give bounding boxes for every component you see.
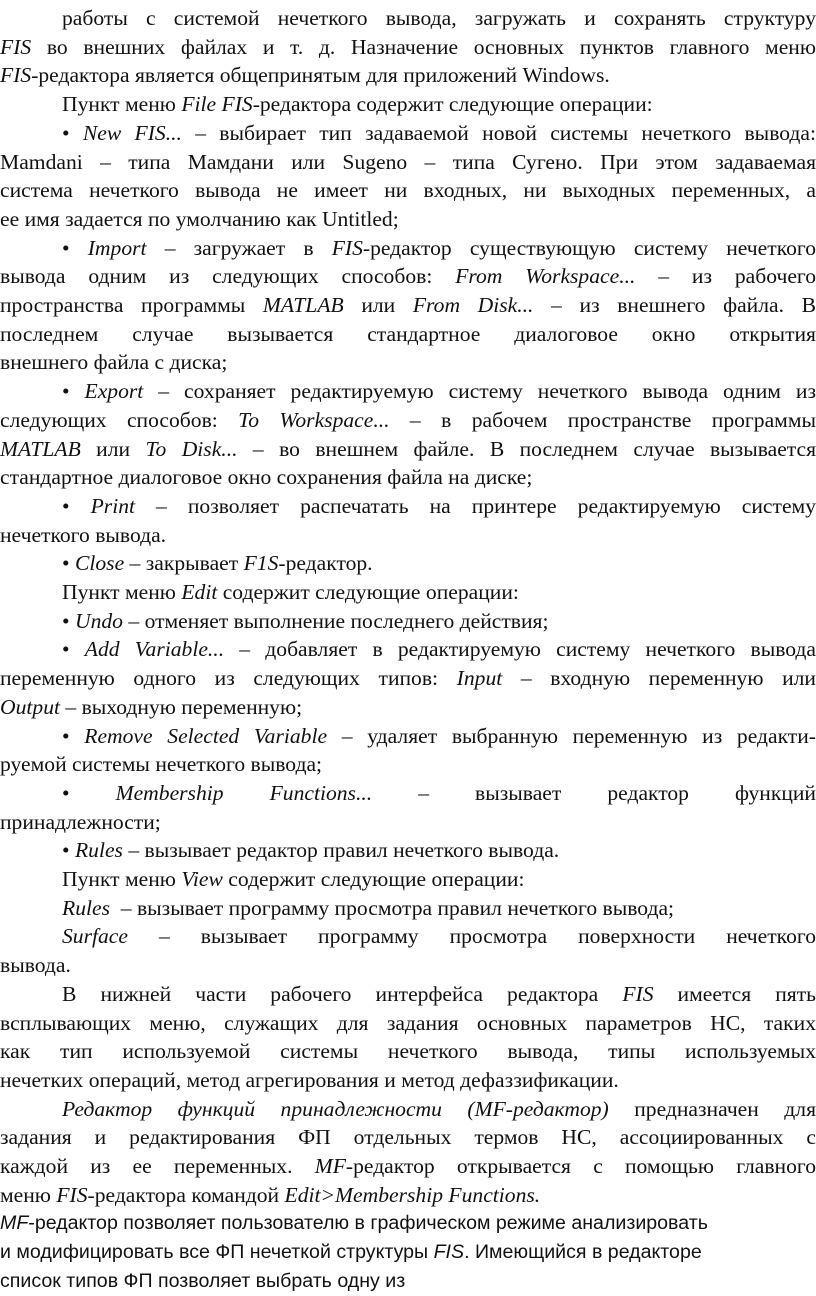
italic-term: File FIS [181, 92, 252, 116]
italic-term: From Workspace... [455, 264, 635, 288]
italic-term: Input [457, 666, 503, 690]
text-run: список типов ФП позволяет выбрать одну из [0, 1270, 405, 1292]
italic-term: Output [0, 695, 60, 719]
text-run: • [62, 551, 75, 575]
text-run: – отменяет выполнение последнего действия; [123, 609, 549, 633]
italic-term: Close [75, 551, 124, 575]
text-run: – выбирает тип задаваемой новой системы нечеткого вывода: [182, 121, 816, 145]
text-line [0, 1152, 816, 1181]
text-run: во внешних файлах и т. д. Назначение основных пунктов главного меню [31, 35, 816, 59]
text-run: пространства программы [0, 293, 263, 317]
text-run: содержит следующие операции: [217, 580, 519, 604]
text-line [0, 836, 816, 865]
text-run: Пункт меню [62, 92, 181, 116]
text-run: система нечеткого вывода не имеет ни входных, ни выходных переменных, а [0, 178, 816, 202]
text-run: следующих способов: [0, 408, 238, 432]
text-run: нечеткого вывода. [0, 523, 166, 547]
text-line [0, 980, 816, 1009]
italic-term: FIS [434, 1241, 464, 1263]
text-line [0, 865, 816, 894]
text-line [0, 262, 816, 291]
text-run: -редактора командой [88, 1183, 285, 1207]
text-line [0, 463, 816, 492]
italic-term: Undo [75, 609, 123, 633]
italic-term: Редактор функций принадлежности (MF-редактор) [62, 1097, 609, 1121]
text-line [0, 722, 816, 751]
text-line [0, 635, 816, 664]
italic-term: FIS [0, 35, 31, 59]
text-line [0, 1009, 816, 1038]
text-line [0, 348, 816, 377]
text-line [0, 435, 816, 464]
text-run: – закрывает [124, 551, 243, 575]
text-run: каждой из ее переменных. [0, 1154, 315, 1178]
text-line [0, 119, 816, 148]
text-run: – добавляет в редактируемую систему нечеткого вывода [224, 637, 816, 661]
text-run: Mamdani – типа Мамдани или Sugeno – типа Сугено. При этом задаваемая [0, 150, 816, 174]
text-run: • [62, 236, 88, 260]
text-line [0, 578, 816, 607]
text-run: – вызывает программу просмотра поверхности нечеткого [128, 924, 816, 948]
text-line [0, 693, 816, 722]
italic-term: FIS [56, 1183, 87, 1207]
italic-term: Rules [75, 838, 123, 862]
italic-term: View [181, 867, 223, 891]
text-run: – в рабочем пространстве программы [390, 408, 816, 432]
text-line [0, 291, 816, 320]
italic-term: Import [88, 236, 147, 260]
text-line [0, 4, 816, 33]
text-run: • [62, 781, 116, 805]
text-run: – позволяет распечатать на принтере редактируемую систему [135, 494, 816, 518]
text-run: предназначен для [609, 1097, 816, 1121]
text-run: В нижней части рабочего интерфейса редактора [62, 982, 622, 1006]
text-run: – вызывает редактор правил нечеткого вывода. [123, 838, 559, 862]
italic-term: Membership Functions... [116, 781, 373, 805]
text-line [0, 1209, 816, 1238]
text-run: • [62, 838, 75, 862]
text-run: -редактор позволяет пользователю в графическом режиме анализировать [28, 1212, 708, 1234]
italic-term: Remove Selected Variable [84, 724, 327, 748]
italic-term: Print [91, 494, 135, 518]
italic-term: To Disk... [145, 437, 237, 461]
text-run: Пункт меню [62, 867, 181, 891]
text-line [0, 176, 816, 205]
text-line [0, 549, 816, 578]
text-line [0, 205, 816, 234]
text-run: или [81, 437, 146, 461]
text-line [0, 61, 816, 90]
text-run: стандартное диалоговое окно сохранения файла на диске; [0, 465, 532, 489]
text-run: – из внешнего файла. В [533, 293, 816, 317]
text-run: -редактор. [278, 551, 372, 575]
text-run: -редактор открывается с помощью главного [346, 1154, 816, 1178]
italic-term: Rules [62, 896, 110, 920]
text-run: вывода. [0, 953, 71, 977]
text-line [0, 1267, 816, 1296]
text-line [0, 951, 816, 980]
italic-term: MATLAB [0, 437, 81, 461]
text-run: • [62, 724, 84, 748]
text-run: руемой системы нечеткого вывода; [0, 752, 322, 776]
text-run: • [62, 494, 91, 518]
italic-term: FIS [332, 236, 363, 260]
text-line [0, 406, 816, 435]
text-line [0, 922, 816, 951]
text-run: – загружает в [147, 236, 332, 260]
text-run: -редактора является общепринятым для приложений Windows. [31, 63, 610, 87]
text-run: – удаляет выбранную переменную из редакти- [327, 724, 816, 748]
text-run: -редактора содержит следующие операции: [253, 92, 653, 116]
text-run: – во внешнем файле. В последнем случае вызывается [238, 437, 816, 461]
text-run: принадлежности; [0, 810, 161, 834]
text-run: Пункт меню [62, 580, 181, 604]
text-line [0, 1123, 816, 1152]
italic-term: Edit>Membership Functions. [285, 1183, 541, 1207]
text-line [0, 1095, 816, 1124]
text-run: или [344, 293, 413, 317]
text-run: ее имя задается по умолчанию как Untitled; [0, 207, 399, 231]
italic-term: MF [315, 1154, 346, 1178]
italic-term: FIS [622, 982, 653, 1006]
text-run: • [62, 379, 85, 403]
text-run: нечетких операций, метод агрегирования и метод дефаззификации. [0, 1068, 619, 1092]
italic-term: Surface [62, 924, 128, 948]
italic-term: Export [85, 379, 144, 403]
text-run: • [62, 121, 83, 145]
text-run: меню [0, 1183, 56, 1207]
text-run: – выходную переменную; [60, 695, 302, 719]
text-run: внешнего файла с диска; [0, 350, 227, 374]
text-run: содержит следующие операции: [223, 867, 525, 891]
text-run: -редактор существующую систему нечеткого [363, 236, 816, 260]
italic-term: F1S [244, 551, 279, 575]
text-line [0, 377, 816, 406]
text-run: последнем случае вызывается стандартное диалоговое окно открытия [0, 322, 816, 346]
text-run: – входную переменную или [502, 666, 816, 690]
text-run: как тип используемой системы нечеткого вывода, типы используемых [0, 1039, 816, 1063]
text-line [0, 492, 816, 521]
text-line [0, 1066, 816, 1095]
text-run: – вызывает редактор функций [372, 781, 816, 805]
text-line [0, 894, 816, 923]
italic-term: FIS [0, 63, 31, 87]
text-run: – сохраняет редактируемую систему нечеткого вывода одним из [143, 379, 816, 403]
text-line [0, 808, 816, 837]
text-run: задания и редактирования ФП отдельных термов НС, ассоциированных с [0, 1125, 816, 1149]
text-line [0, 607, 816, 636]
italic-term: MATLAB [263, 293, 344, 317]
text-line [0, 234, 816, 263]
text-run: – из рабочего [635, 264, 816, 288]
text-run: вывода одним из следующих способов: [0, 264, 455, 288]
text-run: • [62, 609, 75, 633]
text-line [0, 1037, 816, 1066]
italic-term: Add Variable... [85, 637, 224, 661]
text-line [0, 779, 816, 808]
text-run: . Имеющийся в редакторе [464, 1241, 702, 1263]
text-line [0, 664, 816, 693]
text-line [0, 521, 816, 550]
text-run: всплывающих меню, служащих для задания основных параметров НС, таких [0, 1011, 816, 1035]
text-run: и модифицировать все ФП нечеткой структуры [0, 1241, 434, 1263]
italic-term: To Workspace... [238, 408, 389, 432]
text-line [0, 1238, 816, 1267]
text-line [0, 33, 816, 62]
text-run: – вызывает программу просмотра правил нечеткого вывода; [110, 896, 674, 920]
text-line [0, 90, 816, 119]
text-line [0, 1181, 816, 1210]
text-line [0, 750, 816, 779]
italic-term: MF [0, 1212, 28, 1234]
italic-term: New FIS... [83, 121, 182, 145]
italic-term: From Disk... [413, 293, 534, 317]
text-line [0, 148, 816, 177]
text-line [0, 320, 816, 349]
italic-term: Edit [181, 580, 217, 604]
text-run: имеется пять [654, 982, 816, 1006]
text-run: работы с системой нечеткого вывода, загружать и сохранять структуру [62, 6, 816, 30]
text-run: • [62, 637, 85, 661]
text-run: переменную одного из следующих типов: [0, 666, 457, 690]
